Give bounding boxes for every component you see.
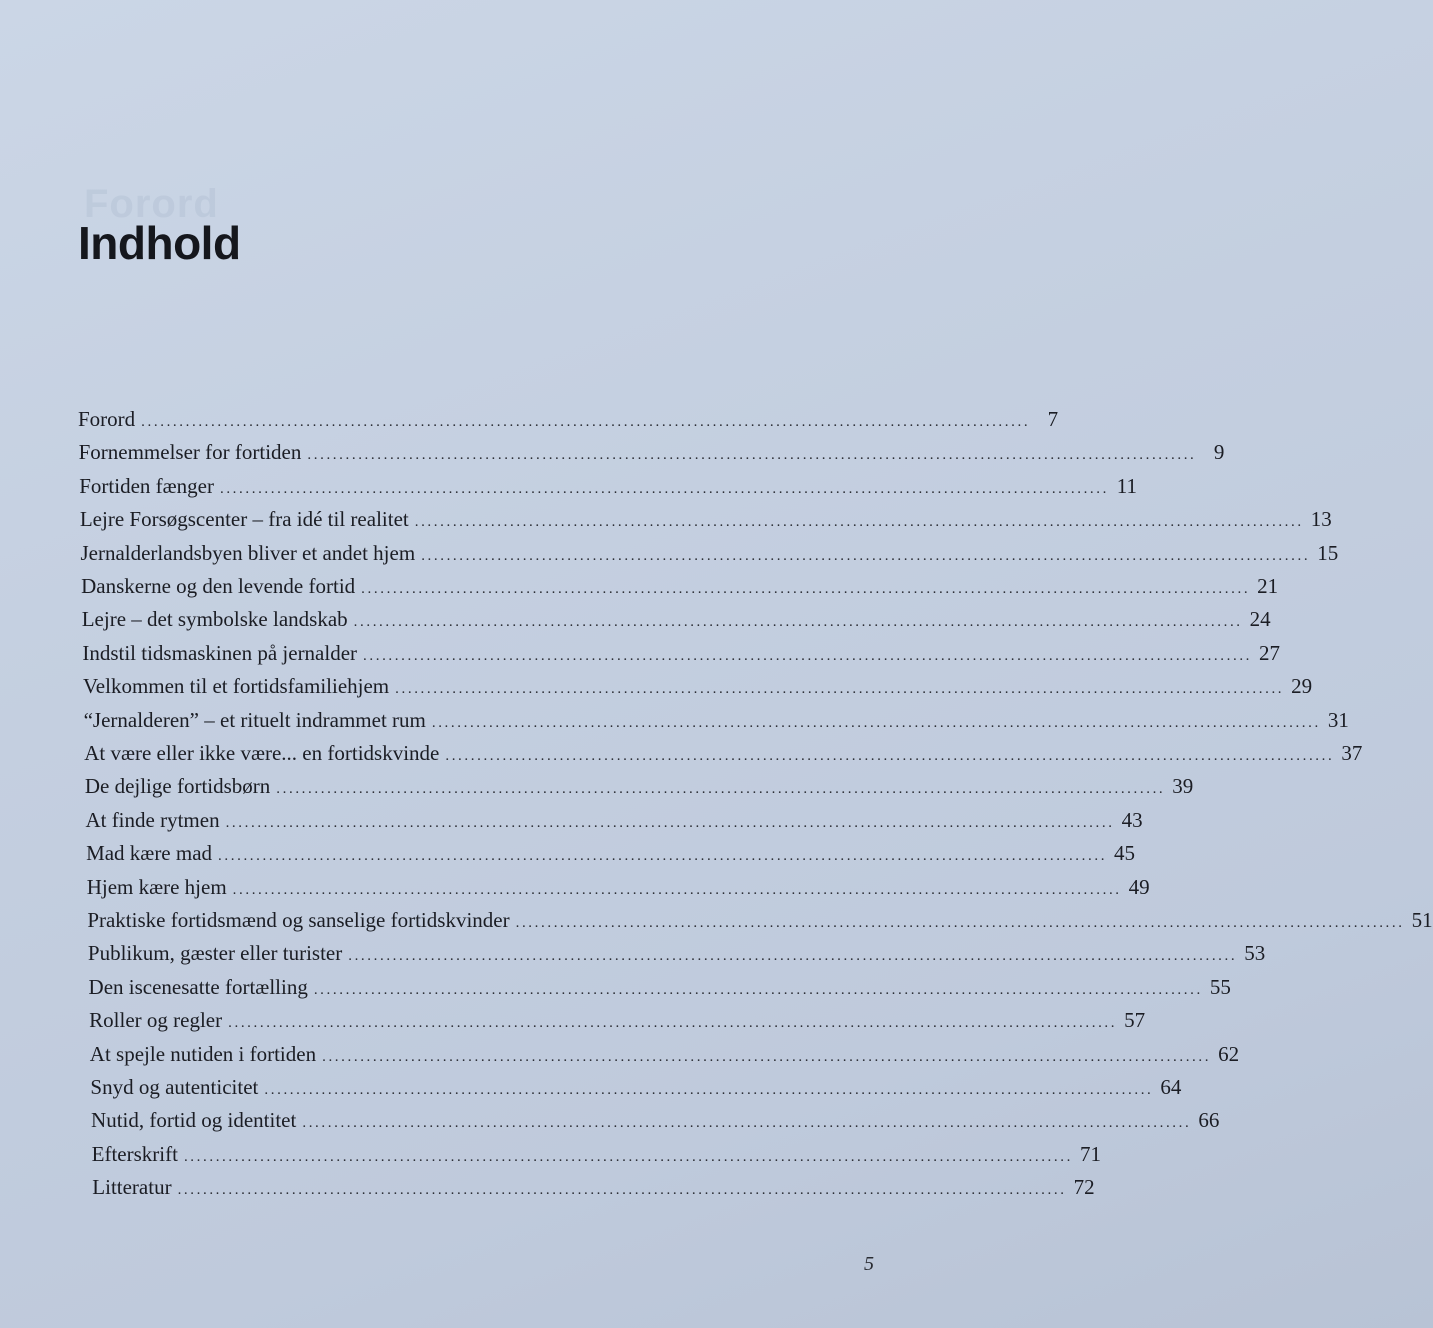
toc-entry-page: 57 bbox=[1124, 1008, 1146, 1033]
toc-leader-dots: ............................................................................................................................................ bbox=[363, 647, 1253, 664]
toc-entry bbox=[87, 938, 1266, 968]
toc-entry-title: Fortiden fænger bbox=[79, 473, 214, 498]
toc-entry bbox=[90, 1072, 1182, 1102]
toc-entry-page: 62 bbox=[1218, 1041, 1240, 1066]
toc-entry bbox=[91, 1105, 1220, 1135]
toc-entry bbox=[84, 771, 1194, 801]
toc-entry bbox=[80, 538, 1339, 568]
toc-entry-title: At være eller ikke være... en fortidskvinde bbox=[84, 741, 440, 765]
toc-entry-title: Litteratur bbox=[92, 1175, 172, 1200]
toc-entry-page: 43 bbox=[1121, 807, 1143, 832]
toc-leader-dots: ............................................................................................................................................ bbox=[177, 1182, 1067, 1199]
toc-entry-title: De dejlige fortidsbørn bbox=[84, 774, 271, 799]
toc-entry-page: 13 bbox=[1310, 507, 1332, 532]
toc-leader-dots: ............................................................................................................................................ bbox=[414, 514, 1304, 531]
toc-leader-dots: ............................................................................................................................................ bbox=[353, 614, 1243, 631]
toc-leader-dots: ............................................................................................................................................ bbox=[183, 1148, 1073, 1165]
toc-entry-title: Praktiske fortidsmænd og sanselige fortidskvinder bbox=[87, 908, 510, 932]
toc-entry bbox=[89, 1039, 1240, 1069]
toc-entry bbox=[82, 638, 1281, 668]
toc-entry-title: Lejre – det symbolske landskab bbox=[81, 607, 348, 632]
toc-entry-title: Forord bbox=[78, 407, 136, 431]
toc-entry-page: 55 bbox=[1209, 974, 1231, 999]
toc-entry-title: At spejle nutiden i fortiden bbox=[89, 1041, 317, 1066]
toc-entry bbox=[87, 905, 1433, 935]
toc-entry-title: Lejre Forsøgscenter – fra idé til realitet bbox=[79, 507, 409, 532]
toc-leader-dots: ............................................................................................................................................ bbox=[395, 681, 1285, 698]
toc-entry bbox=[92, 1172, 1095, 1202]
toc-entry-page: 49 bbox=[1128, 874, 1150, 899]
toc-entry-page: 21 bbox=[1257, 574, 1279, 598]
toc-entry-page: 71 bbox=[1079, 1141, 1101, 1166]
toc-entry-page: 24 bbox=[1249, 607, 1271, 632]
toc-leader-dots: ............................................................................................................................................ bbox=[361, 581, 1251, 597]
toc-entry-page: 11 bbox=[1116, 473, 1137, 498]
toc-leader-dots: ............................................................................................................................................ bbox=[307, 447, 1197, 464]
toc-entry bbox=[81, 571, 1279, 601]
toc-entry-title: Danskerne og den levende fortid bbox=[81, 574, 356, 598]
toc-leader-dots: ............................................................................................................................................ bbox=[421, 547, 1311, 564]
toc-leader-dots: ............................................................................................................................................ bbox=[431, 714, 1321, 731]
show-through-heading: Forord bbox=[84, 182, 219, 226]
toc-entry-title: Hjem kære hjem bbox=[86, 874, 227, 899]
toc-entry-title: Roller og regler bbox=[89, 1008, 223, 1033]
toc-leader-dots: ............................................................................................................................................ bbox=[225, 814, 1115, 831]
toc-leader-dots: ............................................................................................................................................ bbox=[313, 981, 1203, 998]
toc-entry-page: 15 bbox=[1317, 540, 1339, 565]
toc-leader-dots: ............................................................................................................................................ bbox=[445, 748, 1335, 764]
toc-entry-page: 72 bbox=[1073, 1175, 1095, 1200]
toc-entry-page: 31 bbox=[1327, 707, 1349, 732]
toc-leader-dots: ............................................................................................................................................ bbox=[264, 1082, 1154, 1098]
toc-entry bbox=[79, 504, 1332, 534]
toc-entry bbox=[85, 805, 1143, 835]
toc-entry-page: 39 bbox=[1172, 774, 1194, 799]
toc-entry-title: Publikum, gæster eller turister bbox=[87, 941, 343, 966]
toc-entry-page: 27 bbox=[1259, 640, 1281, 665]
toc-entry bbox=[78, 404, 1059, 434]
toc-entry-page: 66 bbox=[1198, 1108, 1220, 1133]
toc-leader-dots: ............................................................................................................................................ bbox=[228, 1015, 1118, 1032]
toc-entry-page: 45 bbox=[1114, 841, 1136, 866]
toc-entry-page: 29 bbox=[1291, 674, 1313, 699]
toc-entry-title: Efterskrift bbox=[91, 1141, 178, 1166]
toc-leader-dots: ............................................................................................................................................ bbox=[219, 480, 1109, 497]
toc-entry bbox=[83, 705, 1349, 735]
toc-entry bbox=[91, 1139, 1101, 1169]
page-number: 5 bbox=[864, 1253, 874, 1275]
toc-entry-title: Jernalderlandsbyen bliver et andet hjem bbox=[80, 540, 416, 565]
toc-entry bbox=[79, 471, 1137, 501]
toc-entry-page: 7 bbox=[1047, 407, 1059, 431]
toc-leader-dots: ............................................................................................................................................ bbox=[302, 1115, 1192, 1132]
toc-entry-title: Snyd og autenticitet bbox=[90, 1075, 259, 1099]
page-title: Indhold bbox=[78, 217, 241, 269]
toc-entry-title: Velkommen til et fortidsfamiliehjem bbox=[82, 674, 390, 699]
toc-entry-title: Indstil tidsmaskinen på jernalder bbox=[82, 640, 358, 665]
toc-leader-dots: ............................................................................................................................................ bbox=[141, 414, 1031, 430]
toc-entry bbox=[78, 437, 1225, 467]
toc-entry-title: “Jernalderen” – et rituelt indrammet rum bbox=[83, 707, 426, 732]
toc-entry-title: Den iscenesatte fortælling bbox=[88, 974, 308, 999]
toc-entry bbox=[81, 604, 1271, 634]
toc-entry bbox=[82, 671, 1313, 701]
toc-entry-title: At finde rytmen bbox=[85, 807, 220, 832]
toc-leader-dots: ............................................................................................................................................ bbox=[218, 848, 1108, 865]
toc-entry-page: 53 bbox=[1244, 941, 1266, 966]
toc-entry bbox=[89, 1005, 1146, 1035]
toc-leader-dots: ............................................................................................................................................ bbox=[348, 948, 1238, 965]
toc-entry-page: 9 bbox=[1213, 440, 1225, 465]
toc-leader-dots: ............................................................................................................................................ bbox=[276, 781, 1166, 798]
toc-entry-page: 51 bbox=[1411, 908, 1433, 932]
toc-leader-dots: ............................................................................................................................................ bbox=[515, 915, 1405, 931]
toc-entry-page: 37 bbox=[1341, 741, 1363, 765]
toc-entry-title: Fornemmelser for fortiden bbox=[78, 440, 302, 465]
toc-entry-title: Mad kære mad bbox=[86, 841, 213, 866]
toc-entry bbox=[86, 872, 1150, 902]
toc-entry-title: Nutid, fortid og identitet bbox=[91, 1108, 297, 1133]
toc-entry bbox=[84, 738, 1363, 768]
toc-leader-dots: ............................................................................................................................................ bbox=[322, 1048, 1212, 1065]
toc-leader-dots: ............................................................................................................................................ bbox=[232, 881, 1122, 898]
toc-entry bbox=[88, 972, 1231, 1002]
toc-entry-page: 64 bbox=[1160, 1075, 1182, 1099]
toc-entry bbox=[86, 838, 1136, 868]
